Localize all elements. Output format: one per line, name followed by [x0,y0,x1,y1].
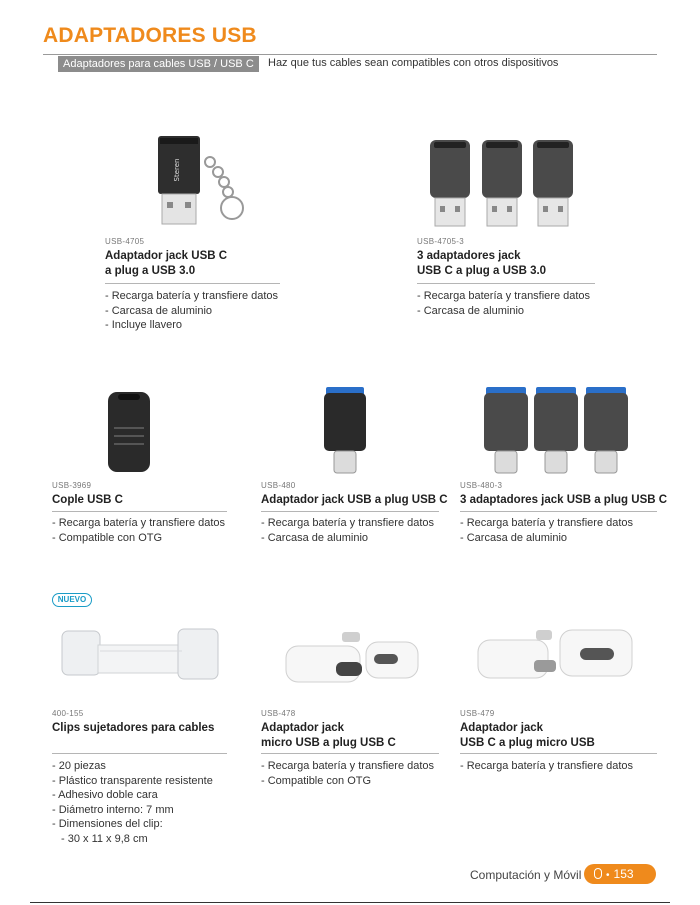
feature-item: - Recarga batería y transfiere datos [261,759,434,774]
product-divider [52,511,227,512]
product-image-400-155 [60,625,220,683]
dot-icon: • [606,870,610,881]
feature-item: - 20 piezas [52,759,213,774]
new-badge: NUEVO [52,593,92,607]
feature-item: - Adhesivo doble cara [52,788,213,803]
product-name-line: micro USB a plug USB C [261,737,396,749]
product-divider [261,753,439,754]
feature-item: - Recarga batería y transfiere datos [105,289,278,304]
feature-item: - Recarga batería y transfiere datos [460,516,633,531]
product-code: USB-4705 [105,237,145,246]
feature-list [417,289,590,318]
page-title: ADAPTADORES USB [43,24,257,47]
product-name-line: USB C a plug a USB 3.0 [417,265,547,277]
page-number: 153 [613,867,634,881]
product-name [261,721,396,751]
product-image-usb-480-3 [482,385,632,477]
feature-item: - Diámetro interno: 7 mm [52,803,213,818]
product-name: Cople USB C [52,494,123,506]
product-name [417,249,546,279]
product-image-usb-479 [474,626,634,688]
product-code: USB-478 [261,709,296,718]
product-code: USB-480-3 [460,481,503,490]
feature-item: - Carcasa de aluminio [105,304,278,319]
title-rule [43,54,657,55]
category-tag: Adaptadores para cables USB / USB C [58,56,259,72]
product-name-line: Adaptador jack [261,722,345,734]
feature-item: - Plástico transparente resistente [52,774,213,789]
product-image-usb-4705 [150,132,260,232]
bottom-rule [30,902,670,903]
product-code: 400-155 [52,709,84,718]
footer-section-label: Computación y Móvil [470,868,582,882]
product-name: Adaptador jack USB a plug USB C [261,494,448,506]
feature-list [261,759,434,788]
product-name-line: Adaptador jack USB C [105,250,228,262]
product-name-line: USB C a plug micro USB [460,737,595,749]
feature-item: - Incluye llavero [105,318,278,333]
feature-item: - Recarga batería y transfiere datos [52,516,225,531]
product-divider [460,511,657,512]
product-divider [460,753,657,754]
product-image-usb-4705-3 [425,136,580,232]
feature-item-continued [52,832,213,847]
product-code: USB-3969 [52,481,92,490]
feature-item: - Recarga batería y transfiere datos [460,759,633,774]
product-name [105,249,227,279]
product-name-line: Adaptador jack [460,722,544,734]
product-name-line: a plug a USB 3.0 [105,265,196,277]
product-name: Clips sujetadores para cables [52,722,215,734]
product-code: USB-480 [261,481,296,490]
page-number-pill [584,864,656,884]
feature-list [261,516,434,545]
brand-logo: Steren [173,158,181,182]
feature-item: - Recarga batería y transfiere datos [417,289,590,304]
product-divider [105,283,280,284]
feature-list [460,516,633,545]
product-code: USB-4705-3 [417,237,465,246]
feature-item: - Dimensiones del clip: [52,817,213,832]
product-divider [417,283,595,284]
product-name [460,721,595,751]
product-name-line: 3 adaptadores jack [417,250,521,262]
feature-item: - Carcasa de aluminio [460,531,633,546]
feature-list [52,516,225,545]
feature-item: - Compatible con OTG [52,531,225,546]
mouse-icon [594,868,602,879]
tagline: Haz que tus cables sean compatibles con otros dispositivos [268,57,559,69]
feature-item: - Carcasa de aluminio [261,531,434,546]
feature-item: - Carcasa de aluminio [417,304,590,319]
feature-list [105,289,278,333]
feature-item: - Recarga batería y transfiere datos [261,516,434,531]
product-name: 3 adaptadores jack USB a plug USB C [460,494,668,506]
product-image-usb-3969 [104,388,154,478]
feature-list [460,759,633,774]
product-image-usb-478 [282,628,422,688]
product-divider [52,753,227,754]
feature-item: - Compatible con OTG [261,774,434,789]
product-code: USB-479 [460,709,495,718]
feature-text: 30 x 11 x 9,8 cm [67,832,148,845]
product-image-usb-480 [320,385,370,477]
product-divider [261,511,439,512]
feature-list [52,759,213,846]
